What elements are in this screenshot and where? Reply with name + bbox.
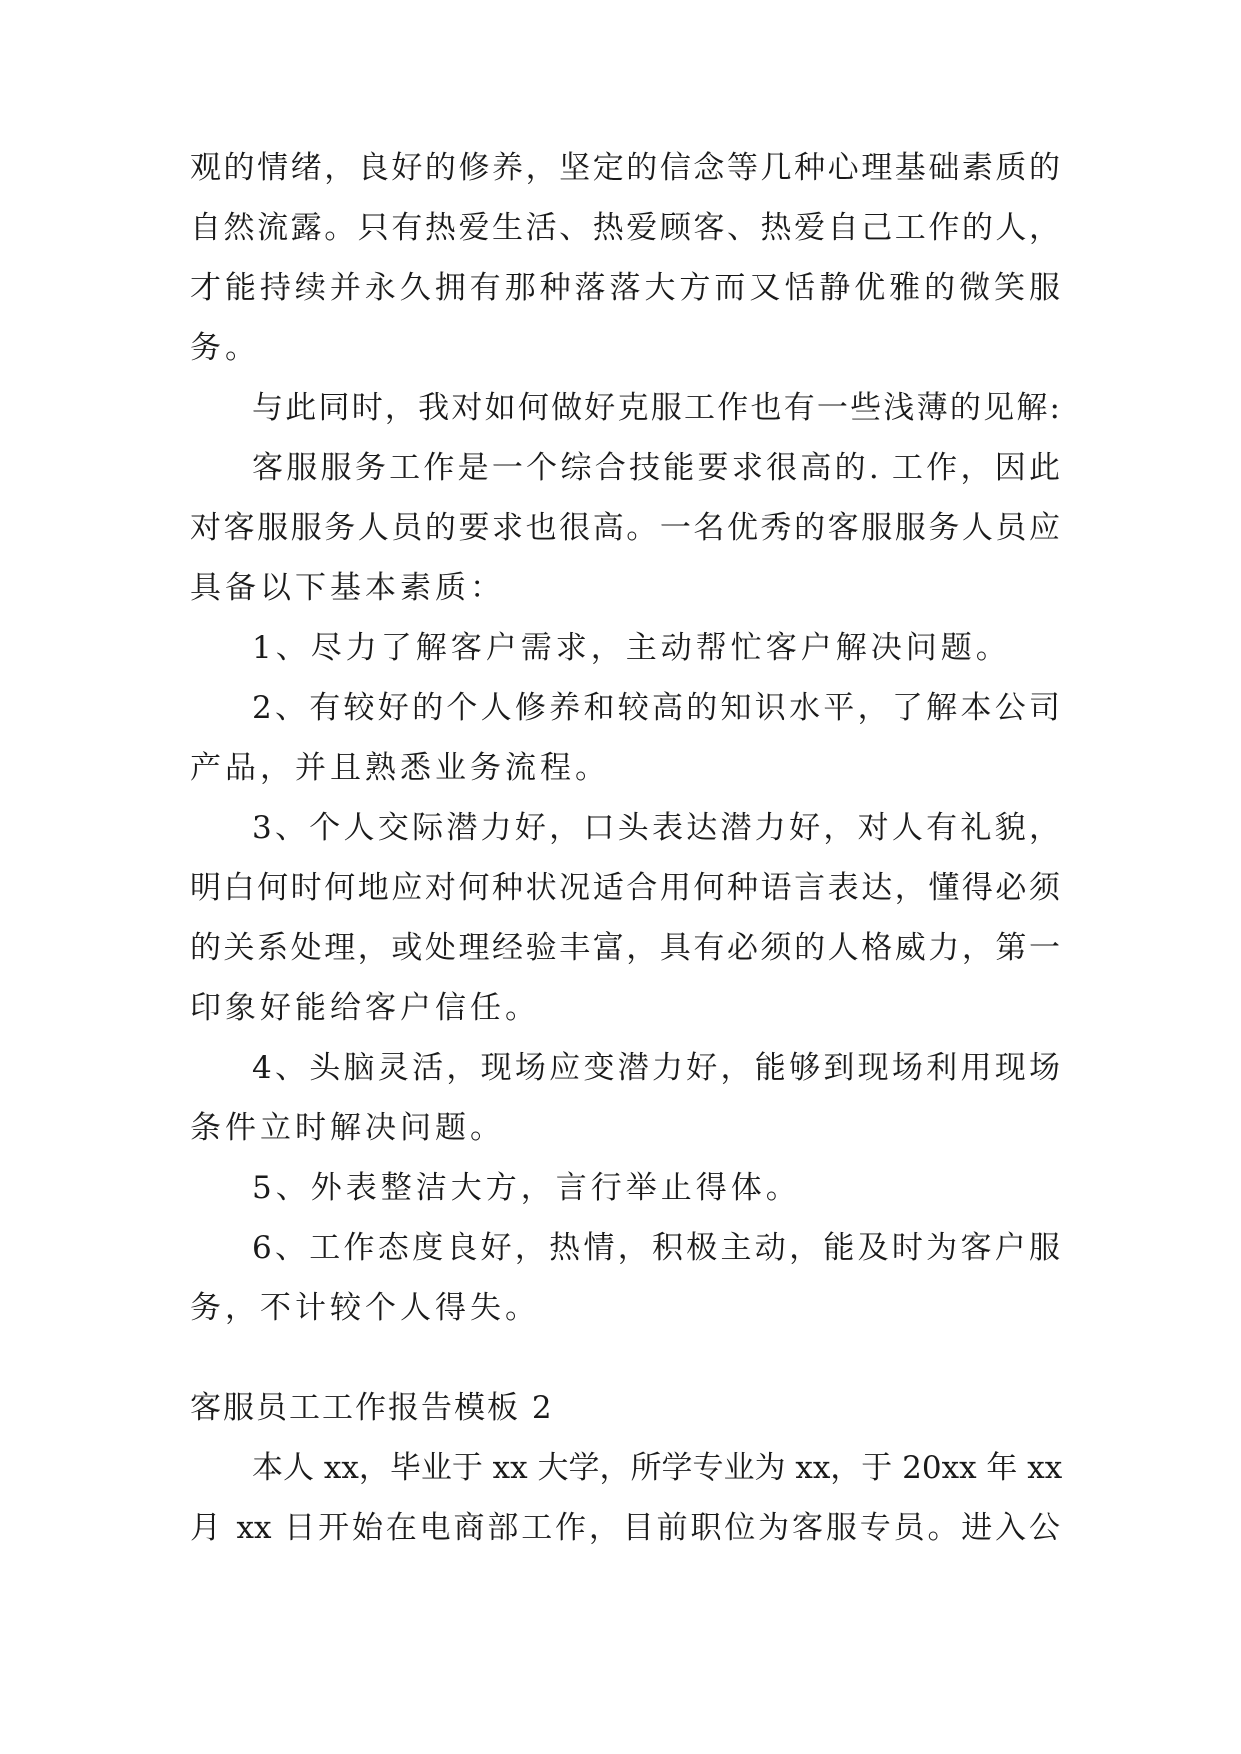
paragraph-line: 才能持续并永久拥有那种落落大方而又恬静优雅的微笑服 [190,270,1060,306]
list-item: 1、尽力了解客户需求，主动帮忙客户解决问题。 [252,630,1011,666]
list-item: 4、头脑灵活，现场应变潜力好，能够到现场利用现场 [252,1050,1060,1086]
paragraph-line: 具备以下基本素质： [190,570,505,606]
list-item: 6、工作态度良好，热情，积极主动，能及时为客户服 [252,1230,1060,1266]
paragraph-line: 与此同时，我对如何做好克服工作也有一些浅薄的见解: [252,390,1060,426]
paragraph-line: 观的情绪，良好的修养，坚定的信念等几种心理基础素质的 [190,150,1060,186]
paragraph-line: 明白何时何地应对何种状况适合用何种语言表达，懂得必须 [190,870,1060,906]
list-item: 3、个人交际潜力好，口头表达潜力好，对人有礼貌， [252,810,1060,846]
paragraph-line: 对客服服务人员的要求也很高。一名优秀的客服服务人员应 [190,510,1060,546]
list-item: 2、有较好的个人修养和较高的知识水平，了解本公司 [252,690,1060,726]
list-item: 5、外表整洁大方，言行举止得体。 [252,1170,801,1206]
paragraph-line: 的关系处理，或处理经验丰富，具有必须的人格威力，第一 [190,930,1060,966]
paragraph-line: 客服服务工作是一个综合技能要求很高的. 工作，因此 [252,450,1060,486]
paragraph-line: 产品，并且熟悉业务流程。 [190,750,610,786]
paragraph-line: 印象好能给客户信任。 [190,990,540,1026]
paragraph-line: 条件立时解决问题。 [190,1110,505,1146]
paragraph-line: 务。 [190,330,260,366]
section-title: 客服员工工作报告模板 2 [190,1390,554,1426]
paragraph-line: 自然流露。只有热爱生活、热爱顾客、热爱自己工作的人， [190,210,1060,246]
paragraph-line: 月 xx 日开始在电商部工作，目前职位为客服专员。进入公 [190,1510,1060,1546]
paragraph-line: 本人 xx，毕业于 xx 大学，所学专业为 xx，于 20xx 年 xx [252,1450,1063,1486]
paragraph-line: 务，不计较个人得失。 [190,1290,540,1326]
